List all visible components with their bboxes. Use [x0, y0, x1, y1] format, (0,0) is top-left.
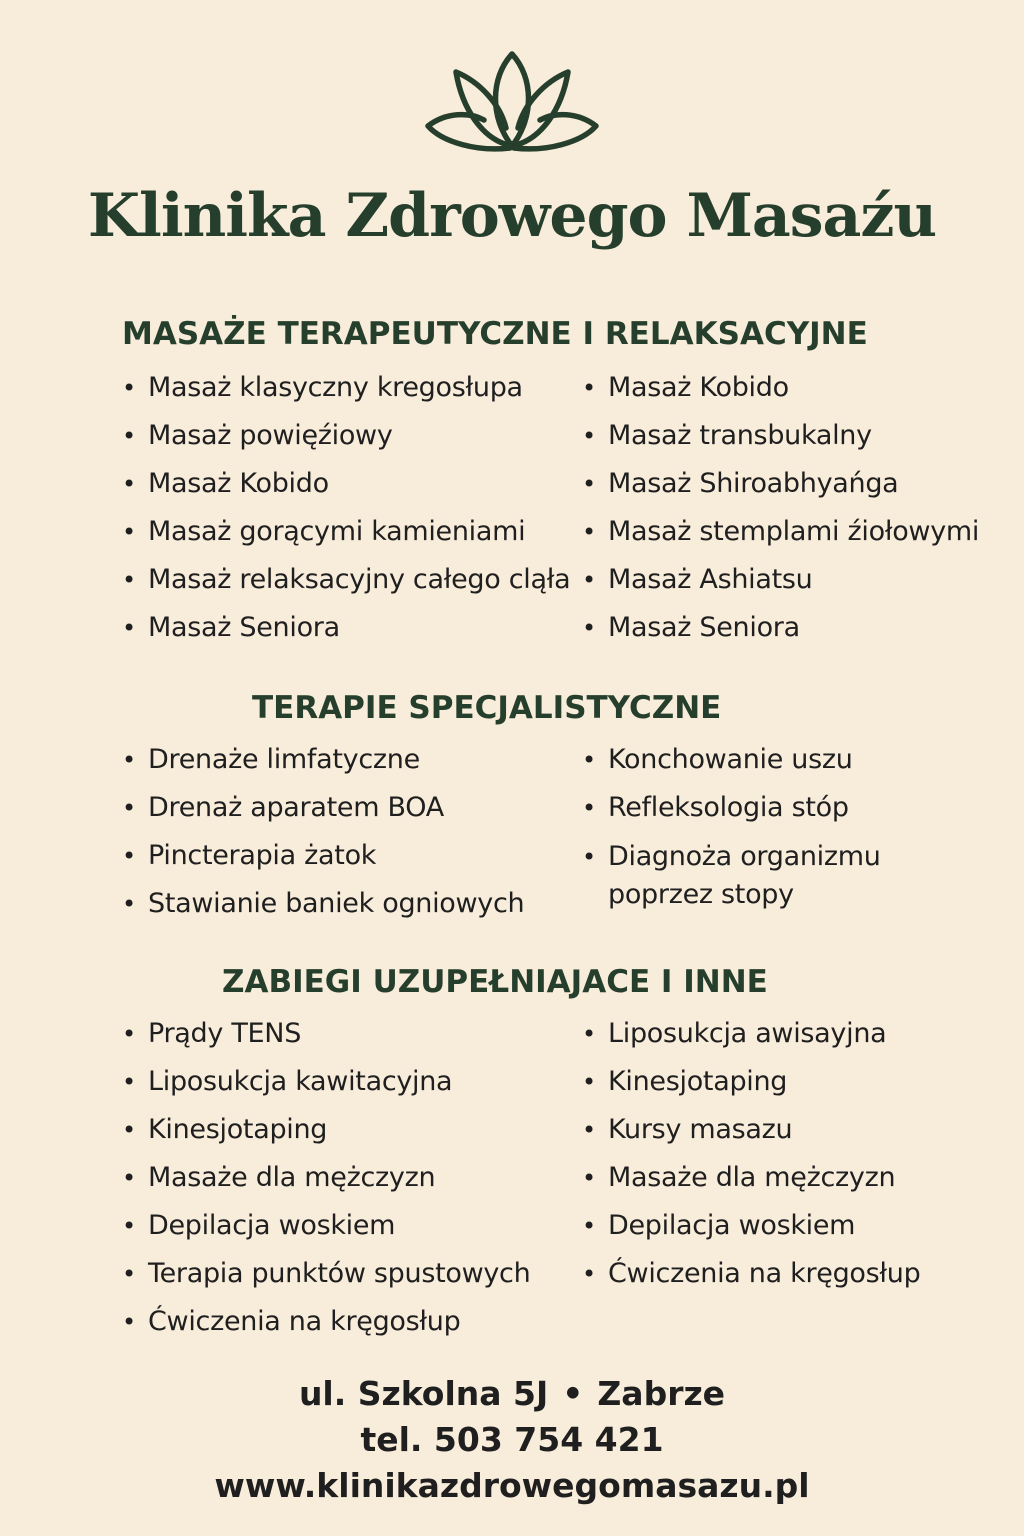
supplementary-right-list — [582, 1016, 920, 1304]
massages-left-list — [122, 370, 570, 658]
therapies-right-list — [582, 742, 938, 914]
therapies-left-list — [122, 742, 524, 934]
list-item: • Masaż Shiroabhyańga — [582, 468, 899, 499]
list-item: • Pincterapia żatok — [122, 840, 377, 871]
list-item: • Depilacja woskiem — [122, 1210, 396, 1241]
list-item: • Masaż Kobido — [122, 468, 329, 499]
list-item: • Masaże dla mężczyzn — [582, 1162, 896, 1193]
list-item: • Masaż Ashiatsu — [582, 564, 813, 595]
list-item: • Refleksologia stóp — [582, 792, 849, 823]
list-item: • Ćwiczenia na kręgosłup — [122, 1306, 461, 1337]
section-heading-massages: MASAŻE TERAPEUTYCZNE I RELAKSACYJNE — [122, 316, 868, 352]
list-item: • Kinesjotaping — [122, 1114, 328, 1145]
list-item: • Ćwiczenia na kręgosłup — [582, 1258, 921, 1289]
list-item: • Kursy masazu — [582, 1114, 793, 1145]
list-item: • Drenaże limfatyczne — [122, 744, 420, 775]
list-item: • Liposukcja kawitacyjna — [122, 1066, 453, 1097]
clinic-title: Klinika Zdrowego Masaźu — [87, 181, 937, 251]
list-item: • Masaż gorącymi kamieniami — [122, 516, 526, 547]
list-item: • Drenaż aparatem BOA — [122, 792, 444, 823]
website-link[interactable]: www.klinikazdrowegomasazu.pl — [214, 1466, 810, 1505]
street-address: ul. Szkolna 5J — [298, 1374, 549, 1413]
list-item: • Prądy TENS — [122, 1018, 302, 1049]
list-item: • Masaż Seniora — [122, 612, 340, 643]
list-item: • Masaż transbukalny — [582, 420, 872, 451]
list-item: • Depilacja woskiem — [582, 1210, 856, 1241]
address-line — [0, 1372, 1024, 1416]
list-item: • Masaż klasyczny kregosłupa — [122, 372, 523, 403]
list-item: • Masaż powięźiowy — [122, 420, 393, 451]
list-item: • Terapia punktów spustowych — [122, 1258, 531, 1289]
phone-number: tel. 503 754 421 — [360, 1420, 664, 1459]
lotus-icon — [422, 48, 602, 160]
section-heading-supplementary: ZABIEGI UZUPEŁNIAJACE I INNE — [222, 964, 768, 1000]
separator-dot: • — [562, 1374, 584, 1413]
list-item: • Masaż relaksacyjny całego cląła — [122, 564, 571, 595]
section-heading-specialist-therapies: TERAPIE SPECJALISTYCZNE — [252, 690, 722, 726]
list-item: • Masaż Kobido — [582, 372, 789, 403]
list-item: • Masaż stemplami źiołowymi — [582, 516, 980, 547]
list-item: • Liposukcja awisayjna — [582, 1018, 887, 1049]
list-item: • Diagnoża organizmu poprzez stopy — [582, 841, 881, 910]
list-item: • Stawianie baniek ogniowych — [122, 888, 525, 919]
list-item: • Kinesjotaping — [582, 1066, 788, 1097]
list-item: • Masaż Seniora — [582, 612, 800, 643]
list-item: • Masaże dla mężczyzn — [122, 1162, 436, 1193]
supplementary-left-list — [122, 1016, 530, 1352]
city-name: Zabrze — [597, 1374, 726, 1413]
list-item: • Konchowanie uszu — [582, 744, 853, 775]
massages-right-list — [582, 370, 979, 658]
